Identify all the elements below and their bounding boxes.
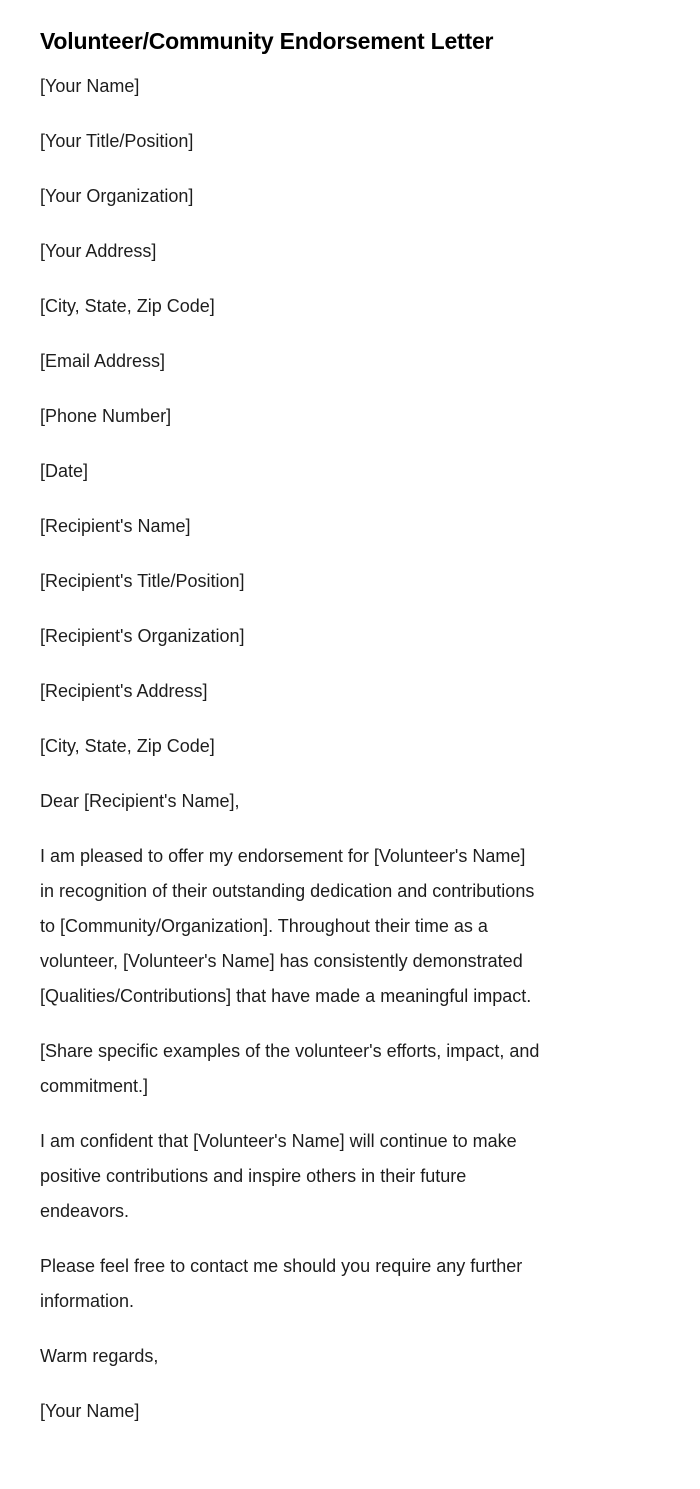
paragraph-line: commitment.] xyxy=(40,1076,149,1096)
sender-organization: [Your Organization] xyxy=(40,186,194,206)
recipient-city-state-zip-line xyxy=(40,729,644,764)
paragraph-line: in recognition of their outstanding dedication and contributions xyxy=(40,881,535,901)
paragraph-line: I am pleased to offer my endorsement for [Volunteer's Name] xyxy=(40,846,526,866)
recipient-address: [Recipient's Address] xyxy=(40,681,208,701)
sender-address: [Your Address] xyxy=(40,241,157,261)
signature-name: [Your Name] xyxy=(40,1401,140,1421)
recipient-organization: [Recipient's Organization] xyxy=(40,626,245,646)
signature-line xyxy=(40,1394,644,1429)
paragraph-line: information. xyxy=(40,1291,135,1311)
recipient-name-line xyxy=(40,509,644,544)
recipient-title-line xyxy=(40,564,644,599)
sender-title: [Your Title/Position] xyxy=(40,131,194,151)
paragraph-line: [Share specific examples of the volunteer's efforts, impact, and xyxy=(40,1041,540,1061)
recipient-organization-line xyxy=(40,619,644,654)
recipient-city-state-zip: [City, State, Zip Code] xyxy=(40,736,215,756)
sender-email-line xyxy=(40,344,644,379)
sender-name-line xyxy=(40,69,644,104)
recipient-title: [Recipient's Title/Position] xyxy=(40,571,245,591)
page-title: Volunteer/Community Endorsement Letter xyxy=(40,28,494,54)
paragraph-line: to [Community/Organization]. Throughout their time as a xyxy=(40,916,488,936)
paragraph-examples xyxy=(40,1034,644,1104)
date-line xyxy=(40,454,644,489)
paragraph-endorsement xyxy=(40,839,644,1014)
sender-phone-line xyxy=(40,399,644,434)
paragraph-line: positive contributions and inspire others in their future xyxy=(40,1166,467,1186)
closing: Warm regards, xyxy=(40,1346,159,1366)
sender-organization-line xyxy=(40,179,644,214)
paragraph-line: volunteer, [Volunteer's Name] has consistently demonstrated xyxy=(40,951,523,971)
paragraph-line: I am confident that [Volunteer's Name] will continue to make xyxy=(40,1131,517,1151)
paragraph-line: [Qualities/Contributions] that have made a meaningful impact. xyxy=(40,986,532,1006)
sender-title-line xyxy=(40,124,644,159)
salutation-line xyxy=(40,784,644,819)
sender-email: [Email Address] xyxy=(40,351,166,371)
paragraph-line: Please feel free to contact me should you require any further xyxy=(40,1256,523,1276)
date-placeholder: [Date] xyxy=(40,461,89,481)
recipient-name: [Recipient's Name] xyxy=(40,516,191,536)
sender-city-state-zip: [City, State, Zip Code] xyxy=(40,296,215,316)
sender-address-line xyxy=(40,234,644,269)
paragraph-line: endeavors. xyxy=(40,1201,130,1221)
sender-city-state-zip-line xyxy=(40,289,644,324)
salutation: Dear [Recipient's Name], xyxy=(40,791,240,811)
sender-phone: [Phone Number] xyxy=(40,406,172,426)
closing-line xyxy=(40,1339,644,1374)
sender-name: [Your Name] xyxy=(40,76,140,96)
paragraph-confidence xyxy=(40,1124,644,1229)
recipient-address-line xyxy=(40,674,644,709)
paragraph-contact xyxy=(40,1249,644,1319)
